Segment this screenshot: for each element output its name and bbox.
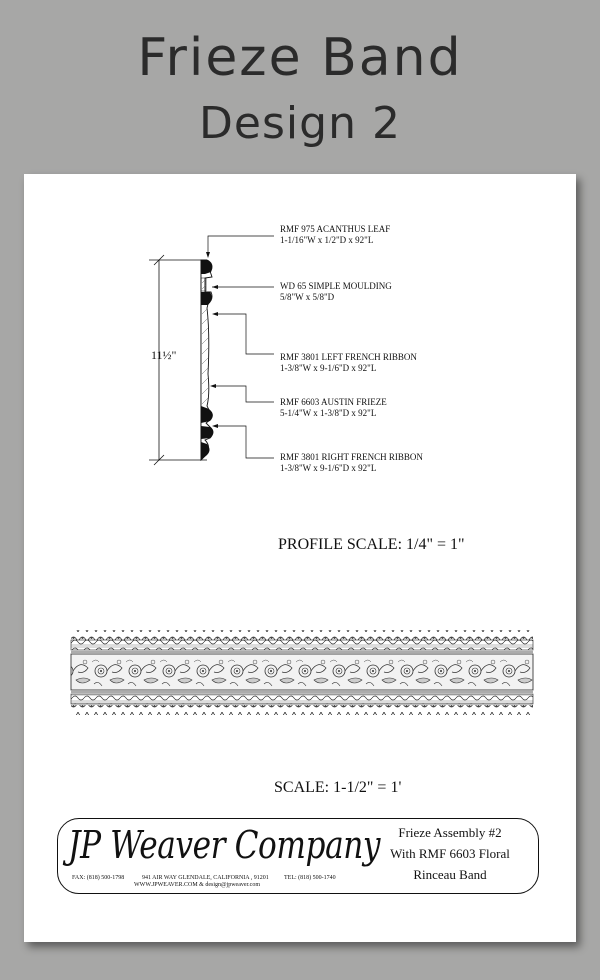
callout-size: 1-3/8"W x 9-1/6"D x 92"L: [280, 463, 377, 473]
page-title: Frieze Band: [137, 28, 463, 88]
callout-name: RMF 975 ACANTHUS LEAF: [280, 224, 391, 234]
callout-left-french-ribbon: [280, 352, 417, 374]
title-block: [57, 818, 539, 894]
frieze-band-drawing: [24, 622, 576, 732]
description-line-2: With RMF 6603 Floral: [390, 846, 510, 861]
fax-number: FAX: (818) 500-1798: [72, 875, 125, 881]
callout-size: 5/8"W x 5/8"D: [280, 292, 335, 302]
company-logo: JP Weaver Company: [68, 823, 381, 867]
web-email: WWW.JPWEAVER.COM & design@jpweaver.com: [134, 882, 261, 888]
callout-austin-frieze: [280, 397, 387, 419]
description-line-3: Rinceau Band: [413, 867, 487, 882]
callout-name: RMF 6603 AUSTIN FRIEZE: [280, 397, 387, 407]
callout-name: WD 65 SIMPLE MOULDING: [280, 281, 392, 291]
address: 941 AIR WAY GLENDALE, CALIFORNIA , 91201: [142, 875, 269, 881]
callout-name: RMF 3801 RIGHT FRENCH RIBBON: [280, 452, 423, 462]
callout-simple-moulding: [280, 281, 392, 303]
callout-size: 1-3/8"W x 9-1/6"D x 92"L: [280, 363, 377, 373]
profile-drawing: [24, 174, 576, 474]
profile-scale-label: PROFILE SCALE: 1/4" = 1": [278, 536, 465, 553]
callout-size: 5-1/4"W x 1-3/8"D x 92"L: [280, 408, 377, 418]
tel-number: TEL: (818) 500-1740: [284, 875, 336, 881]
description-line-1: Frieze Assembly #2: [398, 825, 502, 840]
band-scale-label: SCALE: 1-1/2" = 1': [274, 779, 402, 796]
callout-right-french-ribbon: [280, 452, 423, 474]
page-subtitle: Design 2: [199, 98, 401, 149]
callout-acanthus-leaf: [280, 224, 390, 246]
callout-name: RMF 3801 LEFT FRENCH RIBBON: [280, 352, 417, 362]
callout-size: 1-1/16"W x 1/2"D x 92"L: [280, 235, 374, 245]
height-dimension: 11½": [151, 348, 177, 362]
drawing-sheet: [24, 174, 576, 942]
